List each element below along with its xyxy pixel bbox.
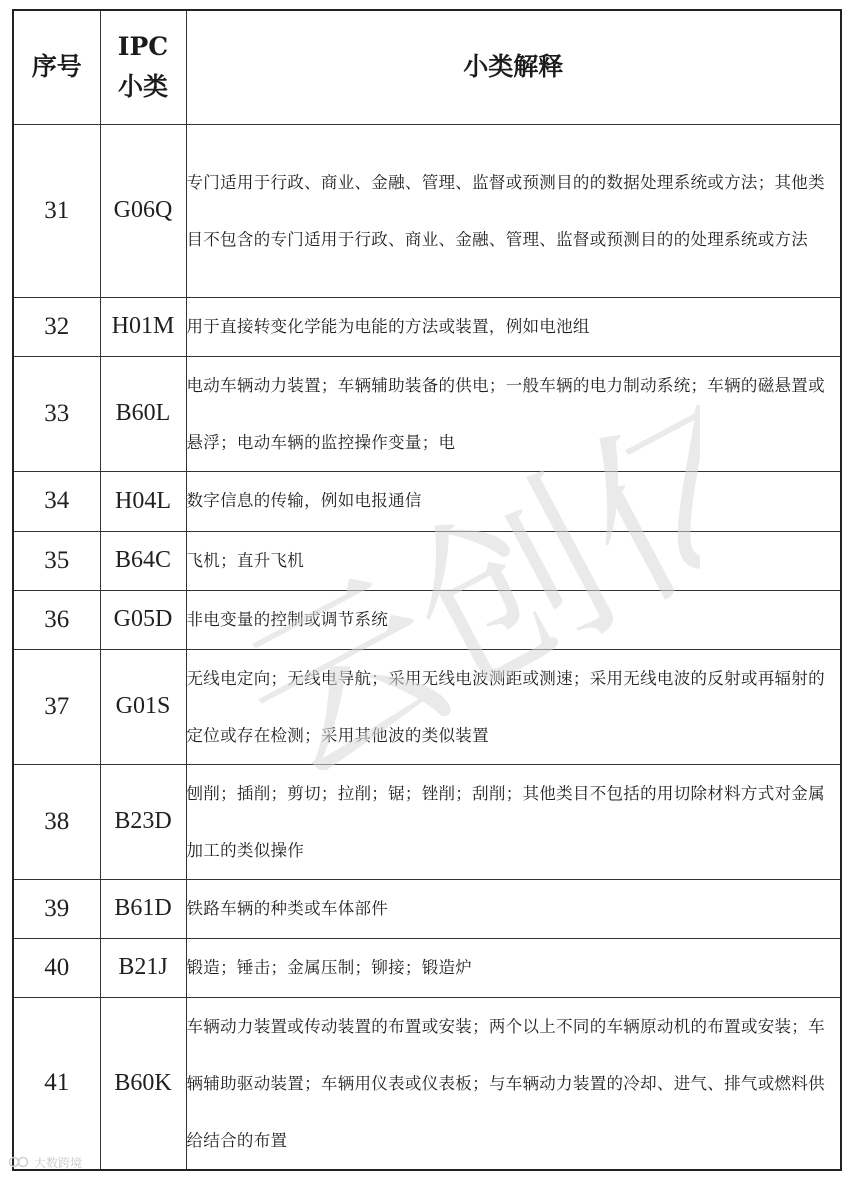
watermark-text: 云创亿 bbox=[210, 390, 700, 770]
row-seq: 36 bbox=[13, 590, 100, 649]
row-ipc-code: H04L bbox=[100, 471, 186, 531]
row-ipc-code: G01S bbox=[100, 649, 186, 764]
ipc-table bbox=[12, 9, 842, 1171]
table-row bbox=[13, 997, 841, 1170]
row-ipc-code: B60K bbox=[100, 997, 186, 1170]
table-row bbox=[13, 590, 841, 649]
header-ipc-line1: IPC bbox=[117, 32, 169, 62]
row-seq: 31 bbox=[13, 124, 100, 297]
row-ipc-code: B21J bbox=[100, 938, 186, 997]
row-description: 刨削；插削；剪切；拉削；锯；锉削；刮削；其他类目不包括的用切除材料方式对金属加工的类似操作 bbox=[186, 764, 841, 879]
table-row bbox=[13, 764, 841, 879]
row-ipc-code: B61D bbox=[100, 879, 186, 938]
row-seq: 34 bbox=[13, 471, 100, 531]
table-header-row bbox=[13, 10, 841, 124]
row-seq: 38 bbox=[13, 764, 100, 879]
header-desc: 小类解释 bbox=[186, 10, 841, 124]
table-row bbox=[13, 938, 841, 997]
row-ipc-code: G05D bbox=[100, 590, 186, 649]
source-mark bbox=[8, 1152, 82, 1172]
row-description: 铁路车辆的种类或车体部件 bbox=[186, 879, 841, 938]
header-seq: 序号 bbox=[13, 10, 100, 124]
table-row bbox=[13, 124, 841, 297]
row-description: 专门适用于行政、商业、金融、管理、监督或预测目的的数据处理系统或方法；其他类目不包含的专门适用于行政、商业、金融、管理、监督或预测目的的处理系统或方法 bbox=[186, 124, 841, 297]
row-ipc-code: H01M bbox=[100, 297, 186, 356]
row-ipc-code: B23D bbox=[100, 764, 186, 879]
row-description: 车辆动力装置或传动装置的布置或安装；两个以上不同的车辆原动机的布置或安装；车辆辅助驱动装置；车辆用仪表或仪表板；与车辆动力装置的冷却、进气、排气或燃料供给结合的布置 bbox=[186, 997, 841, 1170]
table-row bbox=[13, 649, 841, 764]
row-description: 数字信息的传输，例如电报通信 bbox=[186, 471, 841, 531]
row-description: 锻造；锤击；金属压制；铆接；锻造炉 bbox=[186, 938, 841, 997]
row-description: 用于直接转变化学能为电能的方法或装置，例如电池组 bbox=[186, 297, 841, 356]
row-description: 飞机；直升飞机 bbox=[186, 531, 841, 590]
row-seq: 33 bbox=[13, 356, 100, 471]
table-row bbox=[13, 297, 841, 356]
source-label: 大数跨境 bbox=[34, 1155, 83, 1170]
row-ipc-code: B60L bbox=[100, 356, 186, 471]
table-row bbox=[13, 879, 841, 938]
header-ipc bbox=[100, 10, 186, 124]
header-ipc-line2: 小类 bbox=[117, 72, 168, 102]
row-ipc-code: G06Q bbox=[100, 124, 186, 297]
row-seq: 35 bbox=[13, 531, 100, 590]
row-seq: 40 bbox=[13, 938, 100, 997]
row-ipc-code: B64C bbox=[100, 531, 186, 590]
table-row bbox=[13, 471, 841, 531]
row-seq: 41 bbox=[13, 997, 100, 1170]
table-row bbox=[13, 531, 841, 590]
source-logo-icon bbox=[8, 1155, 30, 1169]
row-description: 非电变量的控制或调节系统 bbox=[186, 590, 841, 649]
row-seq: 32 bbox=[13, 297, 100, 356]
row-seq: 39 bbox=[13, 879, 100, 938]
row-seq: 37 bbox=[13, 649, 100, 764]
table-row bbox=[13, 356, 841, 471]
row-description: 无线电定向；无线电导航；采用无线电波测距或测速；采用无线电波的反射或再辐射的定位或存在检测；采用其他波的类似装置 bbox=[186, 649, 841, 764]
row-description: 电动车辆动力装置；车辆辅助装备的供电；一般车辆的电力制动系统；车辆的磁悬置或悬浮；电动车辆的监控操作变量；电 bbox=[186, 356, 841, 471]
